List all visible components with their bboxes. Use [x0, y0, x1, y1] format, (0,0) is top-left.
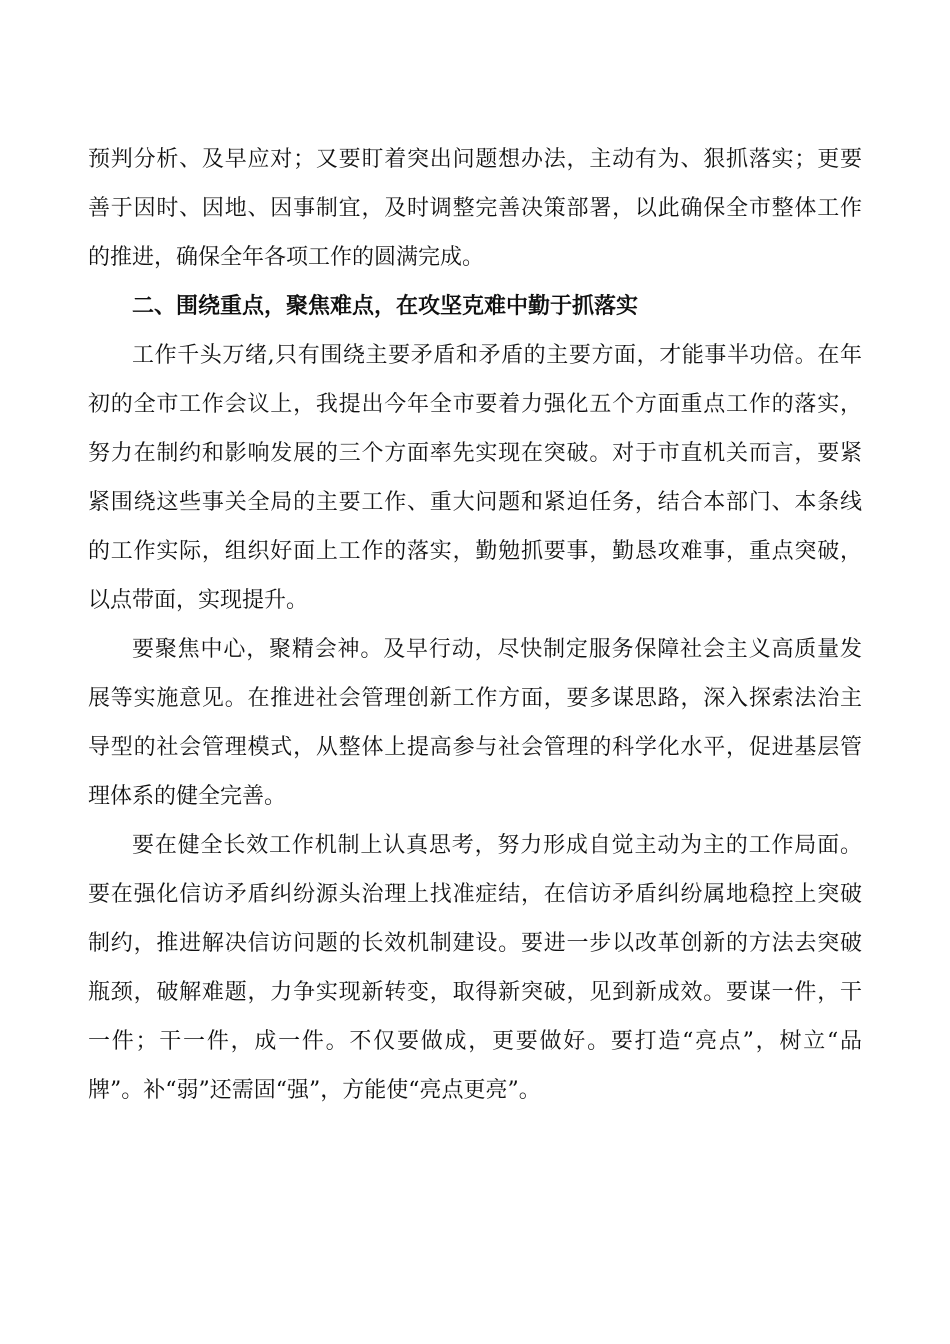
text-line: 工作千头万绪,只有围绕主要矛盾和矛盾的主要方面，才能事半功倍。在年 — [132, 343, 862, 368]
text-line: 紧围绕这些事关全局的主要工作、重大问题和紧迫任务，结合本部门、本条线 — [88, 490, 862, 515]
text-line: 努力在制约和影响发展的三个方面率先实现在突破。对于市直机关而言，要紧 — [88, 441, 862, 466]
section-heading — [88, 282, 862, 331]
text-line: 要聚焦中心，聚精会神。及早行动，尽快制定服务保障社会主义高质量发 — [132, 637, 862, 662]
paragraph — [88, 331, 862, 625]
text-line: 初的全市工作会议上，我提出今年全市要着力强化五个方面重点工作的落实， — [88, 392, 862, 417]
text-line: 预判分析、及早应对；又要盯着突出问题想办法，主动有为、狠抓落实；更要 — [88, 147, 862, 172]
text-line: 要在健全长效工作机制上认真思考，努力形成自觉主动为主的工作局面。 — [132, 833, 862, 858]
text-line: 的推进，确保全年各项工作的圆满完成。 — [88, 245, 485, 270]
paragraph — [88, 821, 862, 1115]
paragraph — [88, 625, 862, 821]
text-line: 以点带面，实现提升。 — [88, 588, 309, 613]
text-line: 要在强化信访矛盾纠纷源头治理上找准症结，在信访矛盾纠纷属地稳控上突破 — [88, 882, 862, 907]
document-page — [88, 135, 862, 1115]
text-line: 理体系的健全完善。 — [88, 784, 287, 809]
text-line: 导型的社会管理模式，从整体上提高参与社会管理的科学化水平，促进基层管 — [88, 735, 862, 760]
paragraph-continuation — [88, 135, 862, 282]
text-line: 牌”。补“弱”还需固“强”，方能使“亮点更亮”。 — [88, 1078, 541, 1103]
text-line: 的工作实际，组织好面上工作的落实，勤勉抓要事，勤恳攻难事，重点突破， — [88, 539, 862, 564]
text-line: 制约，推进解决信访问题的长效机制建设。要进一步以改革创新的方法去突破 — [88, 931, 862, 956]
section-heading-text: 二、围绕重点，聚焦难点，在攻坚克难中勤于抓落实 — [132, 293, 639, 319]
text-line: 一件；干一件，成一件。不仅要做成，更要做好。要打造“亮点”，树立“品 — [88, 1029, 862, 1054]
text-line: 展等实施意见。在推进社会管理创新工作方面，要多谋思路，深入探索法治主 — [88, 686, 862, 711]
text-line: 善于因时、因地、因事制宜，及时调整完善决策部署，以此确保全市整体工作 — [88, 196, 862, 221]
text-line: 瓶颈，破解难题，力争实现新转变，取得新突破，见到新成效。要谋一件，干 — [88, 980, 862, 1005]
